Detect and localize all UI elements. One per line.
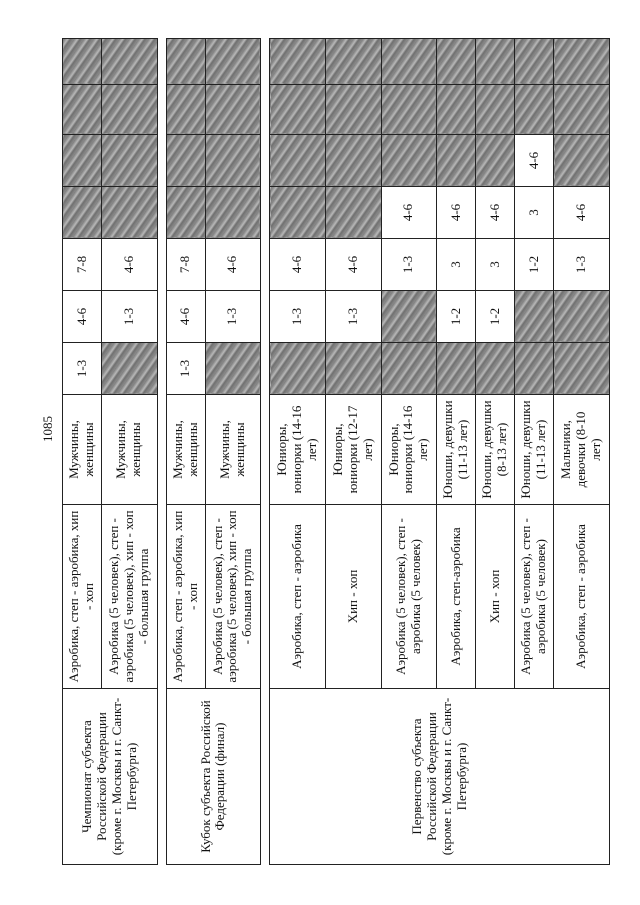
program-cell: Хип - хоп	[325, 505, 381, 689]
shaded-cell	[381, 135, 437, 187]
group-cell: Юноши, девушки (8-13 лет)	[476, 395, 515, 505]
shaded-cell	[381, 85, 437, 135]
shaded-cell	[325, 187, 381, 239]
value-cell: 4-6	[515, 135, 554, 187]
shaded-cell	[515, 39, 554, 85]
program-cell: Аэробика (5 человек), степ - аэробика (5 человек)	[381, 505, 437, 689]
value-cell: 4-6	[554, 187, 610, 239]
shaded-cell	[270, 39, 326, 85]
value-cell: 1-2	[476, 291, 515, 343]
shaded-cell	[437, 85, 476, 135]
shaded-cell	[554, 85, 610, 135]
shaded-cell	[166, 135, 205, 187]
shaded-cell	[381, 291, 437, 343]
qualification-table	[62, 38, 610, 865]
value-cell: 3	[437, 239, 476, 291]
value-cell: 1-3	[63, 343, 102, 395]
competition-cell: Кубок субъекта Российской Федерации (финал)	[166, 689, 261, 865]
shaded-cell	[437, 135, 476, 187]
competition-cell: Первенство субъекта Российской Федерации (кроме г. Москвы и г. Санкт-Петербурга)	[270, 689, 610, 865]
group-cell: Юниоры, юниорки (14-16 лет)	[381, 395, 437, 505]
shaded-cell	[101, 85, 157, 135]
rotated-table	[62, 39, 610, 865]
value-cell: 4-6	[270, 239, 326, 291]
value-cell: 4-6	[381, 187, 437, 239]
table-row	[270, 39, 326, 865]
shaded-cell	[325, 85, 381, 135]
shaded-cell	[205, 85, 261, 135]
group-cell: Юниоры, юниорки (14-16 лет)	[270, 395, 326, 505]
group-cell: Мужчины, женщины	[101, 395, 157, 505]
value-cell: 4-6	[63, 291, 102, 343]
value-cell: 4-6	[437, 187, 476, 239]
shaded-cell	[101, 343, 157, 395]
value-cell: 1-3	[381, 239, 437, 291]
shaded-cell	[205, 135, 261, 187]
value-cell: 3	[476, 239, 515, 291]
value-cell: 4-6	[166, 291, 205, 343]
value-cell: 1-3	[205, 291, 261, 343]
shaded-cell	[515, 291, 554, 343]
shaded-cell	[381, 39, 437, 85]
value-cell: 4-6	[325, 239, 381, 291]
shaded-cell	[270, 135, 326, 187]
value-cell: 1-3	[166, 343, 205, 395]
table-row	[166, 39, 205, 865]
shaded-cell	[101, 187, 157, 239]
program-cell: Аэробика, степ - аэробика	[554, 505, 610, 689]
group-cell: Мужчины, женщины	[63, 395, 102, 505]
shaded-cell	[325, 343, 381, 395]
value-cell: 1-3	[270, 291, 326, 343]
value-cell: 7-8	[166, 239, 205, 291]
group-cell: Мужчины, женщины	[205, 395, 261, 505]
shaded-cell	[437, 343, 476, 395]
value-cell: 1-2	[437, 291, 476, 343]
shaded-cell	[554, 291, 610, 343]
shaded-cell	[166, 187, 205, 239]
program-cell: Аэробика, степ-аэробика	[437, 505, 476, 689]
shaded-cell	[205, 187, 261, 239]
shaded-cell	[476, 39, 515, 85]
program-cell: Аэробика (5 человек), степ - аэробика (5 человек)	[515, 505, 554, 689]
shaded-cell	[270, 187, 326, 239]
shaded-cell	[166, 39, 205, 85]
shaded-cell	[63, 187, 102, 239]
shaded-cell	[325, 135, 381, 187]
value-cell: 4-6	[101, 239, 157, 291]
value-cell: 1-2	[515, 239, 554, 291]
program-cell: Аэробика, степ - аэробика, хип - хоп	[63, 505, 102, 689]
shaded-cell	[325, 39, 381, 85]
shaded-cell	[554, 39, 610, 85]
shaded-cell	[381, 343, 437, 395]
value-cell: 7-8	[63, 239, 102, 291]
group-cell: Мужчины, женщины	[166, 395, 205, 505]
shaded-cell	[101, 135, 157, 187]
shaded-cell	[437, 39, 476, 85]
competition-cell: Чемпионат субъекта Российской Федерации (кроме г. Москвы и г. Санкт-Петербурга)	[63, 689, 158, 865]
shaded-cell	[476, 135, 515, 187]
value-cell: 3	[515, 187, 554, 239]
value-cell: 4-6	[476, 187, 515, 239]
value-cell: 4-6	[205, 239, 261, 291]
shaded-cell	[205, 39, 261, 85]
program-cell: Аэробика, степ - аэробика, хип - хоп	[166, 505, 205, 689]
program-cell: Хип - хоп	[476, 505, 515, 689]
table-row	[63, 39, 102, 865]
value-cell: 1-3	[325, 291, 381, 343]
group-cell: Мальчики, девочки (8-10 лет)	[554, 395, 610, 505]
value-cell: 1-3	[554, 239, 610, 291]
shaded-cell	[166, 85, 205, 135]
shaded-cell	[515, 85, 554, 135]
shaded-cell	[63, 39, 102, 85]
value-cell: 1-3	[101, 291, 157, 343]
shaded-cell	[270, 85, 326, 135]
page-number: 1085	[40, 416, 55, 442]
group-cell: Юниоры, юниорки (12-17 лет)	[325, 395, 381, 505]
shaded-cell	[554, 343, 610, 395]
shaded-cell	[63, 135, 102, 187]
program-cell: Аэробика (5 человек), степ - аэробика (5 человек), хип - хоп - большая группа	[205, 505, 261, 689]
shaded-cell	[205, 343, 261, 395]
shaded-cell	[476, 343, 515, 395]
shaded-cell	[270, 343, 326, 395]
shaded-cell	[554, 135, 610, 187]
shaded-cell	[515, 343, 554, 395]
shaded-cell	[101, 39, 157, 85]
group-cell: Юноши, девушки (11-13 лет)	[515, 395, 554, 505]
group-cell: Юноши, девушки (11-13 лет)	[437, 395, 476, 505]
shaded-cell	[63, 85, 102, 135]
program-cell: Аэробика (5 человек), степ - аэробика (5 человек), хип - хоп - большая группа	[101, 505, 157, 689]
program-cell: Аэробика, степ - аэробика	[270, 505, 326, 689]
shaded-cell	[476, 85, 515, 135]
